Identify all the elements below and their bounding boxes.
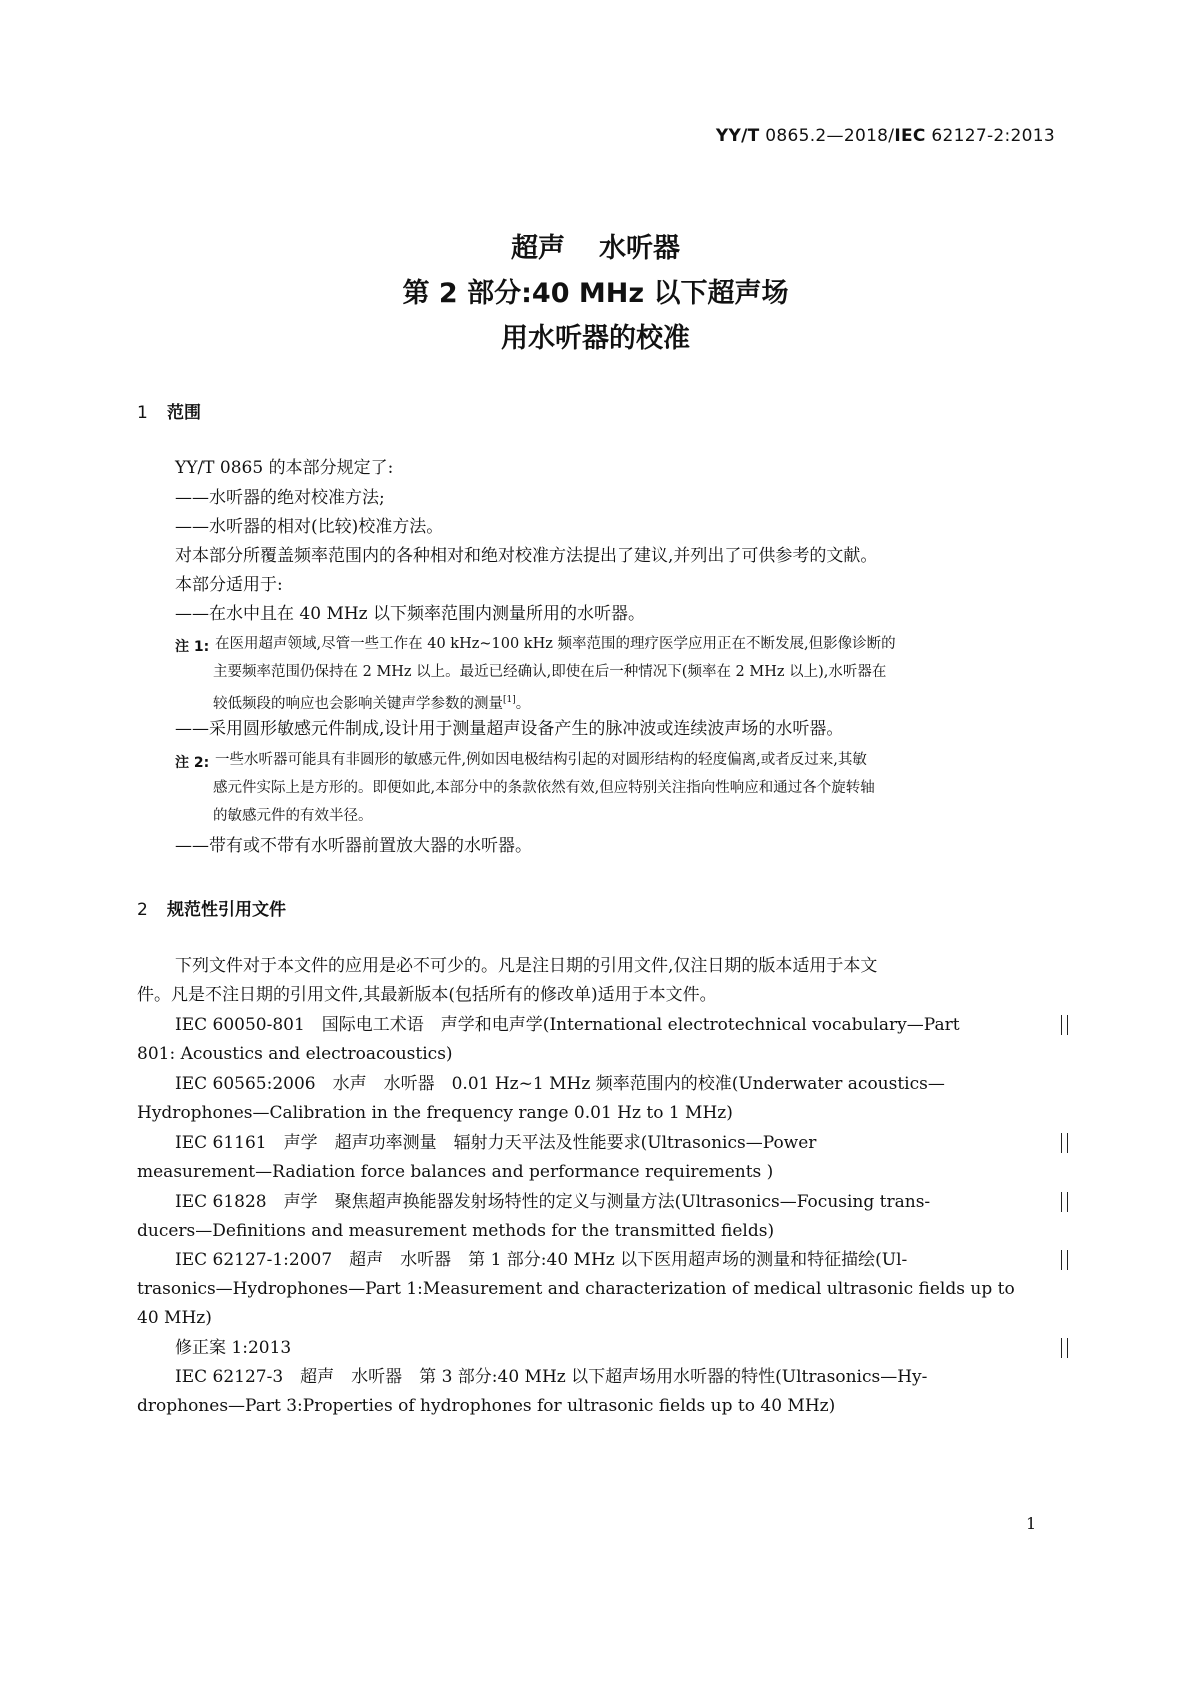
note-1-label: 注 1: [175, 639, 210, 655]
note-1-line-2: 主要频率范围仍保持在 2 MHz 以上。最近已经确认,即使在后一种情况下(频率在 2 MHz 以上),水听器在 [213, 664, 887, 680]
document-title [0, 226, 1191, 361]
change-bar [1061, 1338, 1068, 1358]
normative-intro-line-2: 件。凡是不注日期的引用文件,其最新版本(包括所有的修改单)适用于本文件。 [137, 985, 717, 1005]
scope-item-5: ——带有或不带有水听器前置放大器的水听器。 [175, 836, 532, 856]
reference-iec-62127-1-line-2: trasonics—Hydrophones—Part 1:Measurement and characterization of medical ultrasonic fields up to [137, 1279, 1015, 1299]
scope-applies: 本部分适用于: [175, 575, 283, 595]
section-1-title: 范围 [167, 403, 201, 423]
note-2-line-3: 的敏感元件的有效半径。 [213, 808, 373, 824]
reference-iec-62127-1-line-1: IEC 62127-1:2007 超声 水听器 第 1 部分:40 MHz 以下医用超声场的测量和特征描绘(Ul- [175, 1250, 908, 1270]
reference-amendment: 修正案 1:2013 [175, 1338, 292, 1358]
scope-intro: YY/T 0865 的本部分规定了: [175, 458, 394, 478]
reference-iec-62127-3-line-2: drophones—Part 3:Properties of hydrophones for ultrasonic fields up to 40 MHz) [137, 1396, 836, 1416]
title-line-1-b: 水听器 [599, 233, 680, 264]
change-bar [1061, 1133, 1068, 1153]
change-bar [1061, 1015, 1068, 1035]
reference-iec-61161-line-1: IEC 61161 声学 超声功率测量 辐射力天平法及性能要求(Ultrasonics—Power [175, 1133, 817, 1153]
reference-iec-61828-line-2: ducers—Definitions and measurement methods for the transmitted fields) [137, 1221, 775, 1241]
scope-item-3: ——在水中且在 40 MHz 以下频率范围内测量所用的水听器。 [175, 604, 646, 624]
reference-iec-60050-801-line-2: 801: Acoustics and electroacoustics) [137, 1044, 453, 1064]
reference-iec-62127-3-line-1: IEC 62127-3 超声 水听器 第 3 部分:40 MHz 以下超声场用水听器的特性(Ultrasonics—Hy- [175, 1367, 928, 1387]
title-line-1-a: 超声 [511, 233, 565, 264]
std-code-iec-number: 62127-2:2013 [931, 126, 1055, 146]
std-code-iec: IEC [894, 126, 926, 146]
section-1-number: 1 [137, 403, 148, 423]
normative-intro-line-1: 下列文件对于本文件的应用是必不可少的。凡是注日期的引用文件,仅注日期的版本适用于本文 [175, 956, 878, 976]
page-number: 1 [1026, 1514, 1037, 1533]
reference-iec-62127-1-line-3: 40 MHz) [137, 1308, 212, 1328]
note-1-line-3 [213, 690, 530, 714]
section-1-heading [137, 398, 201, 423]
title-line-1 [0, 226, 1191, 271]
note-2-label: 注 2: [175, 755, 210, 771]
note-1-line-1: 在医用超声领域,尽管一些工作在 40 kHz~100 kHz 频率范围的理疗医学应用正在不断发展,但影像诊断的 [215, 636, 896, 652]
reference-iec-61828-line-1: IEC 61828 声学 聚焦超声换能器发射场特性的定义与测量方法(Ultrasonics—Focusing trans- [175, 1192, 931, 1212]
scope-item-4: ——采用圆形敏感元件制成,设计用于测量超声设备产生的脉冲波或连续波声场的水听器。 [175, 719, 844, 739]
scope-item-2: ——水听器的相对(比较)校准方法。 [175, 517, 444, 537]
standard-code [716, 126, 1055, 146]
note-1-line-3-text: 较低频段的响应也会影响关键声学参数的测量 [213, 695, 503, 712]
section-2-number: 2 [137, 900, 148, 920]
change-bar [1061, 1250, 1068, 1270]
reference-iec-60565-line-2: Hydrophones—Calibration in the frequency range 0.01 Hz to 1 MHz) [137, 1103, 733, 1123]
note-1-reference: [1] [503, 695, 516, 705]
reference-iec-60050-801-line-1: IEC 60050-801 国际电工术语 声学和电声学(International electrotechnical vocabulary—Part [175, 1015, 960, 1035]
std-code-number: 0865.2—2018/ [765, 126, 895, 146]
section-2-heading [137, 895, 286, 920]
reference-iec-60565-line-1: IEC 60565:2006 水声 水听器 0.01 Hz~1 MHz 频率范围内的校准(Underwater acoustics— [175, 1074, 945, 1094]
section-2-title: 规范性引用文件 [167, 900, 286, 920]
scope-recommendation: 对本部分所覆盖频率范围内的各种相对和绝对校准方法提出了建议,并列出了可供参考的文献。 [175, 546, 878, 566]
scope-item-1: ——水听器的绝对校准方法; [175, 488, 385, 508]
note-2-line-1: 一些水听器可能具有非圆形的敏感元件,例如因电极结构引起的对圆形结构的轻度偏离,或者反过来,其敏 [215, 752, 867, 768]
title-line-3: 用水听器的校准 [501, 323, 690, 354]
std-code-prefix: YY/T [715, 126, 760, 146]
note-1-end: 。 [515, 695, 531, 712]
reference-iec-61161-line-2: measurement—Radiation force balances and performance requirements ) [137, 1162, 774, 1182]
title-line-2: 第 2 部分:40 MHz 以下超声场 [402, 278, 789, 309]
change-bar [1061, 1192, 1068, 1212]
note-2-line-2: 感元件实际上是方形的。即便如此,本部分中的条款依然有效,但应特别关注指向性响应和通过各个旋转轴 [213, 780, 875, 796]
